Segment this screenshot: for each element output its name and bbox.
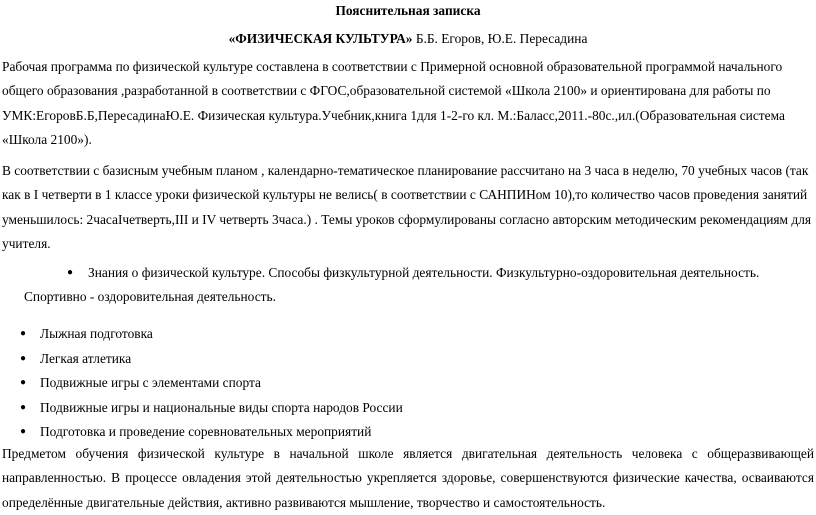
course-name: «ФИЗИЧЕСКАЯ КУЛЬТУРА» bbox=[228, 31, 413, 46]
list-item bbox=[0, 420, 816, 445]
list-item bbox=[0, 396, 816, 421]
paragraph-program: Рабочая программа по физической культуре составлена в соответствии с Примерной основной образовательной программой начального общего образования ,разработанной в соответствии с ФГОС,образовательной системой «Школа 2100» и ориентирована для работы по УМК:ЕгоровБ.Б,ПересадинаЮ.Е. Физическая культура.Учебник,книга 1для 1-2-го кл. М.:Баласс,2011.-80с.,ил.(Образовательная система «Школа 2100»). bbox=[2, 59, 785, 147]
bullet-main-line1: Знания о физической культуре. Способы физкультурной деятельности. Физкультурно-оздоровительная деятельность. bbox=[88, 265, 760, 280]
bullet-icon: ● bbox=[20, 377, 27, 388]
document-subtitle bbox=[0, 31, 816, 47]
list-item-label: Лыжная подготовка bbox=[40, 326, 153, 341]
paragraph-subject: Предметом обучения физической культуре в начальной школе является двигательная деятельность человека с общеразвивающей направленностью. В процессе овладения этой деятельностью укрепляется здоровье, совершенствуются физические качества, осваиваются определённые двигательные действия, активно развиваются мышление, творчество и самостоятельность. bbox=[2, 446, 814, 510]
bullet-icon: ● bbox=[67, 267, 74, 278]
bullet-icon: ● bbox=[20, 401, 27, 413]
course-authors: Б.Б. Егоров, Ю.Е. Пересадина bbox=[415, 31, 588, 46]
bullet-icon: ● bbox=[20, 352, 27, 364]
sections-list bbox=[0, 322, 816, 445]
list-item-label: Подвижные игры и национальные виды спорта народов России bbox=[40, 399, 403, 415]
bullet-icon: ● bbox=[20, 426, 27, 437]
list-item-label: Подвижные игры с элементами спорта bbox=[40, 375, 261, 390]
paragraph-hours: В соответствии с базисным учебным планом , календарно-тематическое планирование рассчитано на 3 часа в неделю, 70 учебных часов (так как в I четверти в 1 классе уроки физической культуры не велись( в соответствии с САНПИНом 10),то количество часов проведения занятий уменьшилось: 2часаIчетверть,III и IV четверть 3часа.) . Темы уроков сформулированы согласно авторским методическим рекомендациям для учителя. bbox=[2, 163, 812, 251]
list-item bbox=[0, 371, 816, 396]
document-title: Пояснительная записка bbox=[335, 3, 481, 18]
list-item-label: Легкая атлетика bbox=[40, 350, 132, 366]
bullet-main-line2: Спортивно - оздоровительная деятельность. bbox=[24, 289, 276, 304]
list-item bbox=[0, 347, 816, 372]
list-item-label: Подготовка и проведение соревновательных мероприятий bbox=[40, 424, 372, 439]
bullet-icon: ● bbox=[20, 328, 27, 339]
list-item bbox=[0, 322, 816, 347]
